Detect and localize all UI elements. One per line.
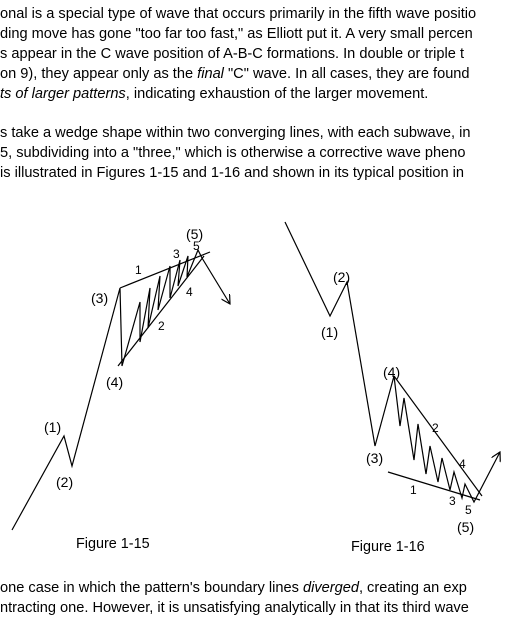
fig15-label-w1: (1) [44,419,62,435]
fig16-label-s4: 4 [459,457,466,471]
fig15-label-s2: 2 [158,319,165,333]
paragraph2-line1: s take a wedge shape within two converging lines, with each subwave, in [0,125,471,141]
fig16-wave-path [285,222,500,502]
emphasis-diverged: diverged [302,580,359,596]
paragraph1-line3: s appear in the C wave position of A-B-C formations. In double or triple t [0,46,464,62]
fig16-label-s1: 1 [410,483,417,497]
fig15-label-w4: (4) [106,374,124,390]
fig16-label-s5: 5 [465,503,472,517]
fig15-label-s4: 4 [186,285,193,299]
fig15-label-s3: 3 [173,247,180,261]
emphasis-final: final [197,66,224,82]
fig16-label-w5: (5) [457,519,475,535]
fig15-label-w2: (2) [56,474,74,490]
figure-1-16-caption: Figure 1-16 [351,539,425,555]
fig15-label-s5: 5 [193,239,200,253]
fig16-label-w1: (1) [321,324,339,340]
paragraph1-line4-rest: "C" wave. In all cases, they are found [223,66,470,82]
fig16-label-w4: (4) [383,364,401,380]
paragraph2-line2: 5, subdividing into a "three," which is otherwise a corrective wave pheno [0,145,466,161]
fig15-lower-boundary-line [118,256,204,366]
fig16-label-s2: 2 [432,421,439,435]
fig16-label-s3: 3 [449,494,456,508]
paragraph3-line2: ntracting one. However, it is unsatisfying analytically in that its third wave [0,600,469,616]
fig15-label-s1: 1 [135,263,142,277]
fig16-label-w3: (3) [366,450,384,466]
fig15-wave-path [12,250,230,530]
paragraph1-line2: ding move has gone "too far too fast," as Elliott put it. A very small percen [0,26,473,42]
paragraph1-line4-text: on 9), they appear only as the [0,66,198,82]
paragraph1-line1: onal is a special type of wave that occurs primarily in the fifth wave positio [0,6,477,22]
figure-1-15-caption: Figure 1-15 [76,536,150,552]
paragraph1-line5-rest: , indicating exhaustion of the larger movement. [125,86,429,102]
figure-1-15-diagram [12,250,230,530]
paragraph3-line1 [0,578,467,598]
fig16-label-w2: (2) [333,269,351,285]
figure-1-16-diagram [285,222,500,502]
emphasis-larger-patterns: ts of larger patterns [0,86,126,102]
paragraph3-line1-text: one case in which the pattern's boundary lines [0,580,303,596]
fig15-label-w3: (3) [91,290,109,306]
paragraph2-line3: is illustrated in Figures 1-15 and 1-16 and shown in its typical position in [0,165,465,181]
paragraph3-line1-rest: , creating an exp [358,580,467,596]
fig15-label-w5: (5) [186,226,204,242]
